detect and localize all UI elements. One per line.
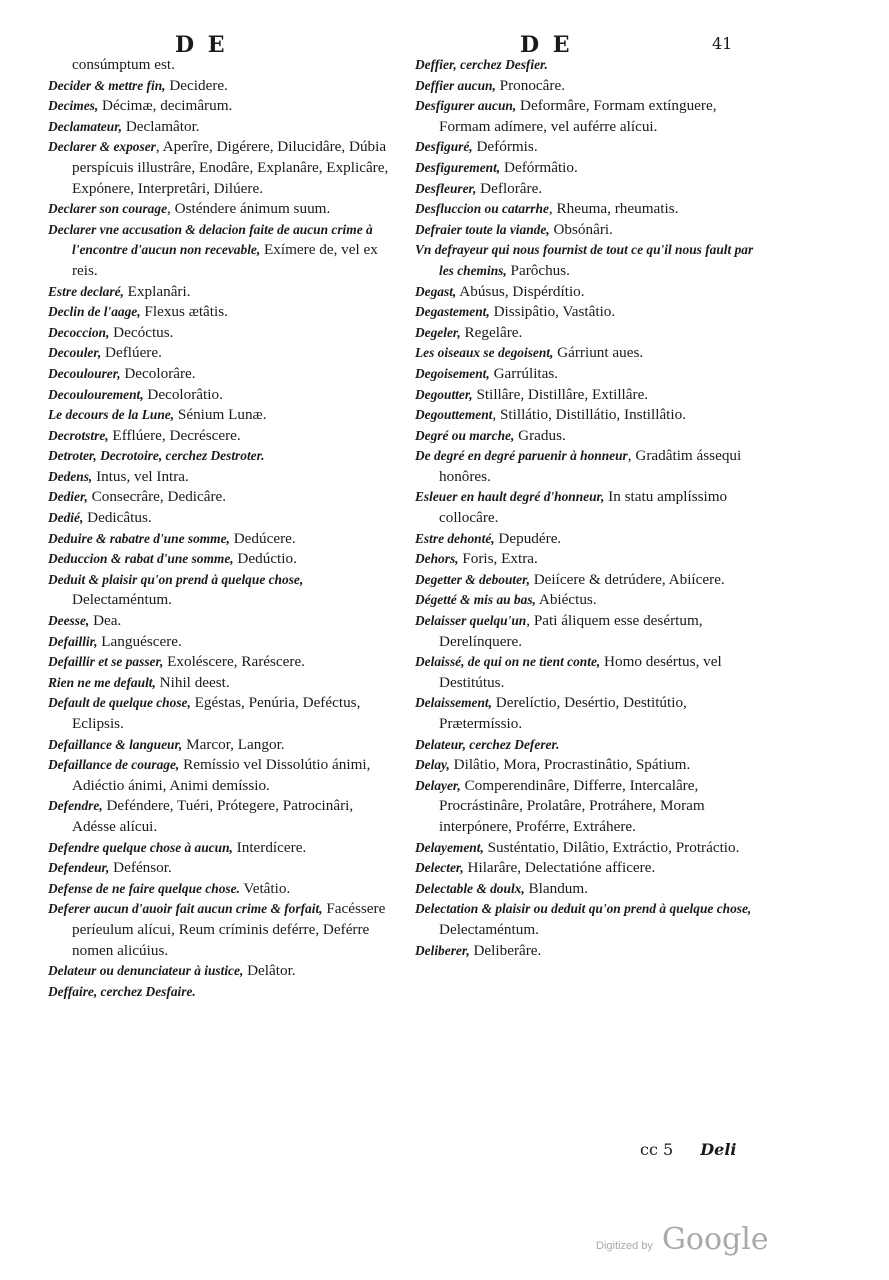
entry-term: Les oiseaux se degoisent, bbox=[415, 345, 554, 361]
entry-term: Defaillance de courage, bbox=[48, 757, 180, 773]
entry-definition: Delectaméntum. bbox=[72, 591, 172, 609]
dictionary-entry bbox=[415, 941, 760, 962]
google-logo: Google bbox=[661, 1222, 769, 1257]
dictionary-entry bbox=[415, 693, 760, 734]
entry-term: Delaissement, bbox=[415, 695, 492, 711]
entry-term: Defendeur, bbox=[48, 860, 110, 876]
entry-term: Delectation & plaisir ou deduit qu'on prend à quelque chose, bbox=[415, 901, 752, 917]
entry-term: Defendre, bbox=[48, 798, 103, 814]
dictionary-entry bbox=[48, 858, 393, 879]
entry-term: Declarer son courage bbox=[48, 201, 168, 217]
entry-term: Defraier toute la viande, bbox=[415, 221, 550, 237]
entry-definition: Deliberâre. bbox=[469, 941, 542, 959]
entry-term: Decimes, bbox=[48, 98, 99, 114]
entry-term: Dégetté & mis au bas, bbox=[415, 592, 536, 608]
dictionary-entry bbox=[48, 879, 393, 900]
entry-definition: Consecrâre, Dedicâre. bbox=[87, 488, 227, 506]
entry-definition: Stillâre, Distillâre, Extillâre. bbox=[472, 385, 649, 403]
entry-definition: consúmptum est. bbox=[72, 56, 175, 73]
dictionary-entry bbox=[48, 282, 393, 303]
entry-term: Desfigurer aucun, bbox=[415, 98, 517, 114]
entry-definition: Decidere. bbox=[165, 76, 228, 94]
dictionary-entry bbox=[415, 240, 760, 281]
running-header-right: D E bbox=[520, 32, 573, 58]
left-column bbox=[48, 55, 393, 1002]
dictionary-entry bbox=[415, 282, 760, 303]
entry-definition: Derelíctio, Desértio, Destitútio, Prætermíssio. bbox=[439, 694, 687, 732]
entry-definition: Comperendinâre, Differre, Intercalâre, Procrástinâre, Prolatâre, Protráhere, Moram interpónere, Proférre, Extráhere. bbox=[439, 776, 705, 835]
entry-definition: Exoléscere, Raréscere. bbox=[163, 653, 305, 671]
entry-term: Deduccion & rabat d'une somme, bbox=[48, 551, 234, 567]
entry-definition: Gradus. bbox=[514, 426, 566, 444]
dictionary-entry bbox=[48, 549, 393, 570]
dictionary-entry bbox=[48, 467, 393, 488]
entry-definition: Intus, vel Intra. bbox=[92, 467, 189, 485]
entry-term: Estre dehonté, bbox=[415, 530, 495, 546]
entry-definition: Décimæ, decimârum. bbox=[98, 97, 233, 115]
dictionary-entry bbox=[48, 487, 393, 508]
dictionary-entry bbox=[48, 385, 393, 406]
entry-term: Rien ne me default, bbox=[48, 674, 156, 690]
dictionary-entry bbox=[48, 899, 393, 961]
dictionary-entry bbox=[415, 570, 760, 591]
dictionary-entry bbox=[48, 735, 393, 756]
dictionary-entry bbox=[415, 858, 760, 879]
entry-term: Decider & mettre fin, bbox=[48, 77, 166, 93]
dictionary-entry bbox=[415, 158, 760, 179]
entry-term: Degré ou marche, bbox=[415, 427, 515, 443]
entry-definition: Pronocâre. bbox=[495, 76, 566, 94]
entry-definition: Efflúere, Decréscere. bbox=[108, 426, 241, 444]
entry-definition: Abiéctus. bbox=[535, 591, 597, 609]
entry-definition: Deiícere & detrúdere, Abiícere. bbox=[529, 570, 725, 588]
entry-definition: , Pati áliquem esse desértum, Derelínquere. bbox=[439, 612, 703, 650]
signature-mark: cc 5 bbox=[640, 1140, 674, 1159]
entry-term: Delayement, bbox=[415, 839, 484, 855]
entry-definition: Interdícere. bbox=[232, 838, 307, 856]
dictionary-entry bbox=[415, 590, 760, 611]
dictionary-entry bbox=[415, 343, 760, 364]
entry-definition: Decolorâre. bbox=[120, 364, 196, 382]
entry-definition: Flexus ætâtis. bbox=[140, 303, 228, 321]
entry-term: Delay, bbox=[415, 757, 450, 773]
entry-definition: Delâtor. bbox=[243, 962, 296, 980]
entry-definition: Parôchus. bbox=[506, 261, 570, 279]
entry-definition: , Gradâtim ássequi honôres. bbox=[439, 447, 742, 485]
dictionary-entry bbox=[415, 364, 760, 385]
entry-definition: Regelâre. bbox=[460, 323, 523, 341]
entry-definition: Susténtatio, Dilâtio, Extráctio, Protráctio. bbox=[483, 838, 740, 856]
entry-term: Declin de l'aage, bbox=[48, 304, 141, 320]
entry-term: Dedié, bbox=[48, 510, 84, 526]
entry-term: Le decours de la Lune, bbox=[48, 407, 175, 423]
dictionary-entry bbox=[415, 220, 760, 241]
entry-term: Deesse, bbox=[48, 613, 90, 629]
entry-definition: Sénium Lunæ. bbox=[174, 406, 267, 424]
dictionary-entry bbox=[415, 137, 760, 158]
entry-term: Decrotstre, bbox=[48, 427, 109, 443]
entry-term: Deffier, cerchez Desfier. bbox=[415, 57, 548, 72]
entry-definition: Explanâri. bbox=[123, 282, 191, 300]
entry-definition: , Stillátio, Distillátio, Instillâtio. bbox=[492, 406, 687, 424]
page-footer bbox=[640, 1140, 737, 1159]
entry-definition: Vetâtio. bbox=[239, 879, 291, 897]
entry-term: Decoulourer, bbox=[48, 365, 121, 381]
dictionary-entry bbox=[415, 879, 760, 900]
entry-definition: Declamâtor. bbox=[122, 117, 200, 135]
dictionary-entry bbox=[48, 96, 393, 117]
dictionary-entry bbox=[48, 137, 393, 199]
dictionary-entry bbox=[48, 343, 393, 364]
entry-definition: , Aperîre, Digérere, Dilucidâre, Dúbia perspícuis illustrâre, Enodâre, Explanâre, Explicâre, Expónere, Interpretâri, Dilúere. bbox=[72, 138, 389, 197]
entry-definition: Languéscere. bbox=[97, 632, 182, 650]
dictionary-entry bbox=[415, 755, 760, 776]
entry-term: Deduit & plaisir qu'on prend à quelque chose, bbox=[48, 571, 304, 587]
dictionary-entry bbox=[48, 199, 393, 220]
dictionary-entry bbox=[415, 838, 760, 859]
entry-term: Estre declaré, bbox=[48, 283, 124, 299]
dictionary-entry bbox=[415, 302, 760, 323]
entry-term: Deferer aucun d'auoir fait aucun crime & forfait, bbox=[48, 901, 323, 917]
page-number: 41 bbox=[712, 34, 733, 53]
dictionary-entry bbox=[48, 632, 393, 653]
entry-term: Degoutter, bbox=[415, 386, 473, 402]
entry-definition: Defénsor. bbox=[109, 859, 172, 877]
entry-definition: Hilarâre, Delectatióne afficere. bbox=[463, 859, 656, 877]
entry-definition: Marcor, Langor. bbox=[182, 735, 285, 753]
entry-definition: Blandum. bbox=[524, 879, 588, 897]
entry-definition: Dedúcere. bbox=[229, 529, 296, 547]
dictionary-entry bbox=[415, 323, 760, 344]
entry-term: Desfigurement, bbox=[415, 159, 501, 175]
dictionary-entry bbox=[48, 529, 393, 550]
dictionary-entry bbox=[48, 364, 393, 385]
dictionary-entry bbox=[415, 76, 760, 97]
catchword: Deli bbox=[700, 1140, 737, 1159]
entry-term: Deduire & rabatre d'une somme, bbox=[48, 530, 230, 546]
entry-term: Defense de ne faire quelque chose. bbox=[48, 880, 240, 896]
entry-term: Delayer, bbox=[415, 777, 461, 793]
dictionary-entry bbox=[48, 611, 393, 632]
dictionary-entry bbox=[48, 652, 393, 673]
entry-term: Defendre quelque chose à aucun, bbox=[48, 839, 233, 855]
entry-definition: Depudére. bbox=[494, 529, 562, 547]
entry-term: Degeler, bbox=[415, 324, 461, 340]
entry-term: Delaissé, de qui on ne tient conte, bbox=[415, 654, 601, 670]
entry-term: Deffier aucun, bbox=[415, 77, 496, 93]
entry-term: Delaisser quelqu'un bbox=[415, 613, 527, 629]
entry-term: Deffaire, cerchez Desfaire. bbox=[48, 983, 196, 999]
entry-definition: Egéstas, Penúria, Deféctus, Eclipsis. bbox=[72, 694, 361, 732]
entry-term: Defaillir, bbox=[48, 633, 98, 649]
entry-definition: Gárriunt aues. bbox=[553, 344, 644, 362]
dictionary-entry bbox=[415, 611, 760, 652]
dictionary-entry bbox=[48, 55, 393, 76]
entry-term: Defaillance & langueur, bbox=[48, 736, 183, 752]
entry-definition: In statu amplíssimo collocâre. bbox=[439, 488, 728, 527]
entry-definition: Defórmis. bbox=[472, 138, 538, 156]
entry-definition: Deflorâre. bbox=[476, 179, 543, 197]
dictionary-entry bbox=[48, 673, 393, 694]
entry-term: Desfluccion ou catarrhe bbox=[415, 201, 549, 217]
entry-term: Desfiguré, bbox=[415, 139, 473, 155]
dictionary-entry bbox=[48, 405, 393, 426]
dictionary-entry bbox=[48, 302, 393, 323]
entry-term: Declarer vne accusation & delacion faite de aucun crime à l'encontre d'aucun non recevable, bbox=[48, 221, 373, 258]
entry-term: Detroter, Decrotoire, cerchez Destroter. bbox=[48, 448, 265, 464]
dictionary-entry bbox=[415, 487, 760, 528]
dictionary-entry bbox=[48, 117, 393, 138]
entry-term: Degastement, bbox=[415, 304, 490, 320]
entry-definition: Dedúctio. bbox=[233, 550, 297, 568]
dictionary-entry bbox=[48, 982, 393, 1003]
entry-term: Defaillir et se passer, bbox=[48, 654, 164, 670]
dictionary-entry bbox=[415, 179, 760, 200]
running-header-left: D E bbox=[175, 32, 228, 58]
entry-term: Desfleurer, bbox=[415, 180, 477, 196]
entry-term: Delateur, cerchez Deferer. bbox=[415, 736, 560, 752]
dictionary-entry bbox=[48, 508, 393, 529]
entry-term: Decoccion, bbox=[48, 324, 110, 340]
right-column bbox=[415, 55, 760, 961]
entry-definition: Decóctus. bbox=[109, 323, 174, 341]
dictionary-entry bbox=[415, 199, 760, 220]
entry-term: Degetter & debouter, bbox=[415, 571, 530, 587]
dictionary-entry bbox=[48, 570, 393, 611]
entry-term: Declarer & exposer bbox=[48, 139, 156, 155]
entry-definition: Delectaméntum. bbox=[439, 920, 539, 938]
entry-term: Dedens, bbox=[48, 468, 93, 484]
entry-definition: Deféndere, Tuéri, Prótegere, Patrocinâri, Adésse alícui. bbox=[72, 797, 354, 835]
entry-definition: Foris, Extra. bbox=[458, 550, 538, 568]
dictionary-entry bbox=[415, 385, 760, 406]
entry-term: Vn defrayeur qui nous fournist de tout ce qu'il nous fault par les chemins, bbox=[415, 242, 754, 278]
dictionary-entry bbox=[415, 735, 760, 756]
entry-definition: Decolorâtio. bbox=[143, 385, 223, 403]
entry-definition: Dissipâtio, Vastâtio. bbox=[489, 303, 616, 321]
entry-definition: Deflúere. bbox=[101, 344, 162, 362]
entry-definition: Defórmâtio. bbox=[500, 158, 578, 176]
dictionary-entry bbox=[415, 652, 760, 693]
entry-definition: Dea. bbox=[89, 612, 122, 630]
entry-term: Delectable & doulx, bbox=[415, 880, 525, 896]
entry-term: Dehors, bbox=[415, 551, 459, 567]
dictionary-entry bbox=[415, 446, 760, 487]
dictionary-entry bbox=[415, 96, 760, 137]
dictionary-entry bbox=[415, 529, 760, 550]
dictionary-entry bbox=[415, 776, 760, 838]
entry-term: Deliberer, bbox=[415, 942, 470, 958]
entry-definition: Deformâre, Formam extínguere, Formam adímere, vel auférre alícui. bbox=[439, 97, 717, 135]
entry-definition: Abúsus, Dispérdítio. bbox=[456, 282, 585, 300]
entry-term: Delateur ou denunciateur à iustice, bbox=[48, 963, 244, 979]
dictionary-entry bbox=[48, 796, 393, 837]
entry-definition: Nihil deest. bbox=[155, 673, 230, 691]
entry-definition: Dilâtio, Mora, Procrastinâtio, Spátium. bbox=[449, 756, 691, 774]
dictionary-entry bbox=[48, 838, 393, 859]
entry-term: De degré en degré paruenir à honneur bbox=[415, 448, 628, 464]
entry-term: Degoisement, bbox=[415, 365, 490, 381]
dictionary-entry bbox=[415, 405, 760, 426]
entry-definition: Dedicâtus. bbox=[83, 509, 152, 527]
dictionary-entry bbox=[48, 446, 393, 467]
entry-term: Delecter, bbox=[415, 860, 464, 876]
dictionary-entry bbox=[48, 323, 393, 344]
entry-term: Default de quelque chose, bbox=[48, 695, 191, 711]
dictionary-entry bbox=[48, 76, 393, 97]
entry-definition: , Osténdere ánimum suum. bbox=[167, 200, 331, 218]
entry-definition: Garrúlitas. bbox=[489, 364, 559, 382]
entry-term: Dedier, bbox=[48, 489, 88, 505]
entry-term: Esleuer en hault degré d'honneur, bbox=[415, 489, 605, 505]
dictionary-entry bbox=[48, 961, 393, 982]
dictionary-entry bbox=[48, 693, 393, 734]
dictionary-entry bbox=[48, 426, 393, 447]
watermark-text: Digitized by bbox=[596, 1240, 653, 1252]
entry-term: Decoulourement, bbox=[48, 386, 144, 402]
entry-term: Decouler, bbox=[48, 345, 102, 361]
entry-definition: Exímere de, vel ex reis. bbox=[72, 241, 378, 279]
entry-definition: Obsónâri. bbox=[549, 220, 613, 238]
entry-term: Declamateur, bbox=[48, 118, 123, 134]
entry-definition: , Rheuma, rheumatis. bbox=[548, 200, 679, 218]
dictionary-entry bbox=[415, 549, 760, 570]
entry-definition: Homo desértus, vel Destitútus. bbox=[439, 653, 722, 691]
entry-term: Degouttement bbox=[415, 407, 493, 423]
entry-term: Degast, bbox=[415, 283, 457, 299]
entry-definition: Facéssere períeulum alícui, Reum críminis deférre, Deférre nomen alicúius. bbox=[72, 900, 386, 959]
entry-definition: Remíssio vel Dissolútio ánimi, Adiéctio ánimi, Animi demíssio. bbox=[72, 756, 371, 794]
dictionary-entry bbox=[48, 220, 393, 282]
dictionary-entry bbox=[415, 55, 760, 76]
digitized-watermark bbox=[596, 1222, 769, 1257]
dictionary-entry bbox=[415, 899, 760, 940]
dictionary-entry bbox=[48, 755, 393, 796]
dictionary-entry bbox=[415, 426, 760, 447]
